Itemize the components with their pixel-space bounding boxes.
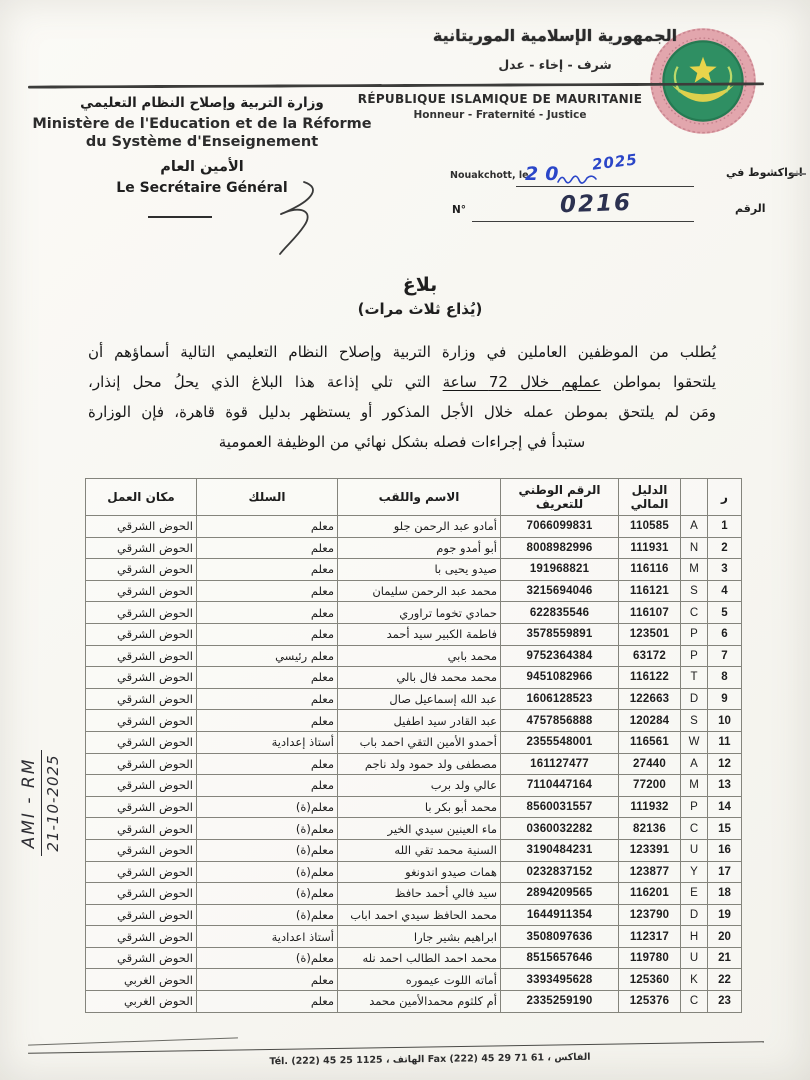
cell-financial-id: 123790 <box>619 904 681 926</box>
staff-table-body <box>86 516 742 1013</box>
handwritten-day: 20 <box>525 163 566 185</box>
cell-corps: معلم <box>197 667 338 689</box>
body-line-3: ومَن لم يلتحق بموطن عمله خلال الأجل المذكور أو يستظهر بدليل قوة قاهرة، فإن الوزارة <box>88 403 716 421</box>
cell-workplace: الحوض الشرقي <box>86 775 197 797</box>
cell-corps: معلم رئيسي <box>197 645 338 667</box>
cell-financial-id: 123501 <box>619 623 681 645</box>
cell-financial-id: 116121 <box>619 580 681 602</box>
cell-corps: معلم <box>197 969 338 991</box>
cell-financial-id: 82136 <box>619 818 681 840</box>
footer-rule-secondary <box>28 1037 238 1045</box>
cell-workplace: الحوض الشرقي <box>86 861 197 883</box>
cell-national-id: 191968821 <box>501 559 619 581</box>
signature-stroke-icon <box>252 178 338 256</box>
cell-name: فاطمة الكبير سيد أحمد <box>338 623 501 645</box>
header-financial-id: الدليل المالي <box>619 479 681 516</box>
cell-name: أماته اللوت عيموره <box>338 969 501 991</box>
cell-workplace: الحوض الشرقي <box>86 839 197 861</box>
cell-letter: S <box>681 580 708 602</box>
cell-letter: P <box>681 623 708 645</box>
cell-workplace: الحوض الشرقي <box>86 926 197 948</box>
cell-financial-id: 125376 <box>619 991 681 1013</box>
cell-workplace: الحوض الشرقي <box>86 753 197 775</box>
number-label-fr: N° <box>452 204 467 216</box>
cell-name: محمد احمد الطالب احمد نله <box>338 947 501 969</box>
cell-letter: C <box>681 991 708 1013</box>
cell-workplace: الحوض الشرقي <box>86 883 197 905</box>
cell-corps: معلم(ة) <box>197 883 338 905</box>
cell-name: همات صيدو اندونغو <box>338 861 501 883</box>
cell-n: 8 <box>708 667 742 689</box>
cell-workplace: الحوض الغربي <box>86 991 197 1013</box>
cell-letter: C <box>681 818 708 840</box>
cell-name: صيدو يحيى با <box>338 559 501 581</box>
cell-n: 9 <box>708 688 742 710</box>
table-row <box>86 969 742 991</box>
cell-n: 15 <box>708 818 742 840</box>
cell-national-id: 3578559891 <box>501 623 619 645</box>
cell-letter: W <box>681 731 708 753</box>
cell-national-id: 1644911354 <box>501 904 619 926</box>
table-row <box>86 667 742 689</box>
table-row <box>86 710 742 732</box>
cell-corps: معلم <box>197 623 338 645</box>
cell-financial-id: 125360 <box>619 969 681 991</box>
cell-n: 12 <box>708 753 742 775</box>
cell-letter: H <box>681 926 708 948</box>
header-name: الاسم واللقب <box>338 479 501 516</box>
body-line-2-post: التي تلي إذاعة هذا البلاغ الذي يحلُ محل إنذار، <box>88 373 443 391</box>
cell-name: عبد القادر سيد اطفيل <box>338 710 501 732</box>
communique-title: بلاغ <box>402 274 438 296</box>
cell-corps: معلم <box>197 991 338 1013</box>
cell-national-id: 7110447164 <box>501 775 619 797</box>
cell-corps: أستاذ إعدادية <box>197 731 338 753</box>
header-letter <box>681 479 708 516</box>
republic-title-arabic: الجمهورية الإسلامية الموريتانية <box>432 26 678 45</box>
cell-national-id: 2355548001 <box>501 731 619 753</box>
cell-corps: معلم(ة) <box>197 947 338 969</box>
cell-financial-id: 116201 <box>619 883 681 905</box>
cell-workplace: الحوض الشرقي <box>86 623 197 645</box>
cell-financial-id: 123391 <box>619 839 681 861</box>
body-line-2-underlined: عملهم خلال 72 ساعة <box>442 373 601 391</box>
cell-name: محمد الحافظ سيدي احمد اباب <box>338 904 501 926</box>
motto-french: Honneur - Fraternité - Justice <box>413 109 587 121</box>
cell-national-id: 8008982996 <box>501 537 619 559</box>
cell-letter: D <box>681 904 708 926</box>
cell-national-id: 3393495628 <box>501 969 619 991</box>
cell-financial-id: 120284 <box>619 710 681 732</box>
table-row <box>86 537 742 559</box>
cell-letter: M <box>681 775 708 797</box>
cell-national-id: 1606128523 <box>501 688 619 710</box>
cell-national-id: 9752364384 <box>501 645 619 667</box>
communique-subtitle: (يُذاع ثلاث مرات) <box>357 300 483 318</box>
table-row <box>86 947 742 969</box>
table-row <box>86 926 742 948</box>
secretary-underline <box>148 216 212 218</box>
cell-national-id: 2894209565 <box>501 883 619 905</box>
cell-n: 13 <box>708 775 742 797</box>
cell-workplace: الحوض الشرقي <box>86 559 197 581</box>
cell-financial-id: 116561 <box>619 731 681 753</box>
cell-name: محمد محمد فال بالي <box>338 667 501 689</box>
body-line-4: ستبدأ في إجراءات فصله بشكل نهائي من الوظيفة العمومية <box>218 433 586 451</box>
cell-financial-id: 110585 <box>619 516 681 538</box>
number-label-ar: الرقم <box>735 202 766 215</box>
cell-name: ابراهيم بشير جارا <box>338 926 501 948</box>
cell-financial-id: 116107 <box>619 602 681 624</box>
cell-n: 18 <box>708 883 742 905</box>
cell-name: محمد بابي <box>338 645 501 667</box>
cell-financial-id: 116116 <box>619 559 681 581</box>
cell-national-id: 7066099831 <box>501 516 619 538</box>
cell-corps: معلم <box>197 688 338 710</box>
table-row <box>86 904 742 926</box>
cell-name: أبو أمدو جوم <box>338 537 501 559</box>
cell-n: 14 <box>708 796 742 818</box>
handwritten-document-number: 0216 <box>559 189 633 219</box>
cell-letter: P <box>681 796 708 818</box>
cell-letter: T <box>681 667 708 689</box>
table-row <box>86 731 742 753</box>
cell-n: 22 <box>708 969 742 991</box>
cell-name: سيد فالي أحمد حافظ <box>338 883 501 905</box>
table-row <box>86 645 742 667</box>
cell-workplace: الحوض الشرقي <box>86 602 197 624</box>
cell-corps: معلم <box>197 602 338 624</box>
cell-workplace: الحوض الشرقي <box>86 947 197 969</box>
cell-financial-id: 123877 <box>619 861 681 883</box>
margin-note-line2: 21-10-2025 <box>44 754 62 852</box>
cell-name: أم كلثوم محمدالأمين محمد <box>338 991 501 1013</box>
table-row <box>86 516 742 538</box>
cell-n: 2 <box>708 537 742 559</box>
cell-name: حمادي تخوما تراوري <box>338 602 501 624</box>
cell-letter: N <box>681 537 708 559</box>
cell-name: أحمدو الأمين التقي احمد باب <box>338 731 501 753</box>
cell-corps: معلم <box>197 559 338 581</box>
cell-letter: A <box>681 516 708 538</box>
cell-n: 10 <box>708 710 742 732</box>
body-line-1: يُطلب من الموظفين العاملين في وزارة التربية وإصلاح النظام التعليمي التالية أسماؤهم أن <box>88 343 716 361</box>
cell-workplace: الحوض الشرقي <box>86 645 197 667</box>
cell-financial-id: 119780 <box>619 947 681 969</box>
secretary-general-french: Le Secrétaire Général <box>116 180 288 196</box>
cell-national-id: 3215694046 <box>501 580 619 602</box>
cell-financial-id: 63172 <box>619 645 681 667</box>
cell-n: 5 <box>708 602 742 624</box>
cell-corps: معلم <box>197 753 338 775</box>
cell-letter: C <box>681 602 708 624</box>
cell-financial-id: 77200 <box>619 775 681 797</box>
cell-corps: معلم(ة) <box>197 796 338 818</box>
ministry-name-french-line1: Ministère de l'Education et de la Réforme <box>32 116 372 132</box>
cell-corps: معلم <box>197 580 338 602</box>
cell-name: عالي ولد برب <box>338 775 501 797</box>
cell-workplace: الحوض الشرقي <box>86 904 197 926</box>
handwritten-month-scribble <box>556 170 598 184</box>
cell-national-id: 161127477 <box>501 753 619 775</box>
cell-corps: معلم <box>197 537 338 559</box>
table-row <box>86 818 742 840</box>
ministry-name-french-line2: du Système d'Enseignement <box>85 134 319 150</box>
table-row <box>86 991 742 1013</box>
cell-letter: Y <box>681 861 708 883</box>
cell-corps: معلم <box>197 516 338 538</box>
table-row <box>86 796 742 818</box>
cell-letter: D <box>681 688 708 710</box>
cell-name: محمد أبو بكر با <box>338 796 501 818</box>
cell-corps: معلم(ة) <box>197 839 338 861</box>
margin-note-line1: AMI - RM <box>19 750 42 857</box>
cell-name: محمد عبد الرحمن سليمان <box>338 580 501 602</box>
cell-name: عبد الله إسماعيل صال <box>338 688 501 710</box>
place-date-label-fr: Nouakchott, le <box>450 170 529 181</box>
table-row <box>86 623 742 645</box>
cell-corps: معلم <box>197 710 338 732</box>
cell-workplace: الحوض الشرقي <box>86 710 197 732</box>
cell-financial-id: 27440 <box>619 753 681 775</box>
cell-national-id: 2335259190 <box>501 991 619 1013</box>
cell-workplace: الحوض الشرقي <box>86 688 197 710</box>
communique-body <box>88 337 716 457</box>
scan-artifact <box>792 173 806 175</box>
handwritten-year: 2025 <box>591 150 639 174</box>
ministry-name-arabic: وزارة التربية وإصلاح النظام التعليمي <box>80 95 324 111</box>
table-row <box>86 883 742 905</box>
table-row <box>86 775 742 797</box>
cell-corps: معلم(ة) <box>197 861 338 883</box>
cell-letter: P <box>681 645 708 667</box>
cell-workplace: الحوض الغربي <box>86 969 197 991</box>
number-fill-line <box>472 221 694 222</box>
header-national-id: الرقم الوطني للتعريف <box>501 479 619 516</box>
cell-national-id: 0232837152 <box>501 861 619 883</box>
cell-national-id: 9451082966 <box>501 667 619 689</box>
cell-n: 6 <box>708 623 742 645</box>
cell-letter: A <box>681 753 708 775</box>
signature <box>252 178 338 256</box>
cell-national-id: 622835546 <box>501 602 619 624</box>
cell-financial-id: 112317 <box>619 926 681 948</box>
cell-financial-id: 111932 <box>619 796 681 818</box>
body-line-2 <box>88 367 716 397</box>
header-corps: السلك <box>197 479 338 516</box>
table-row <box>86 602 742 624</box>
cell-workplace: الحوض الشرقي <box>86 537 197 559</box>
cell-n: 17 <box>708 861 742 883</box>
cell-corps: معلم(ة) <box>197 818 338 840</box>
header-workplace: مكان العمل <box>86 479 197 516</box>
cell-corps: أستاذ اعدادية <box>197 926 338 948</box>
cell-letter: U <box>681 839 708 861</box>
table-row <box>86 559 742 581</box>
cell-workplace: الحوض الشرقي <box>86 731 197 753</box>
cell-national-id: 3190484231 <box>501 839 619 861</box>
footer-contact: Tél. (222) 45 25 1125 ، الهاتف Fax (222) 45 29 71 61 ، الفاكس <box>269 1051 591 1068</box>
cell-n: 21 <box>708 947 742 969</box>
table-row <box>86 580 742 602</box>
place-date-label-ar: انواكشوط في <box>726 166 803 179</box>
cell-workplace: الحوض الشرقي <box>86 796 197 818</box>
cell-national-id: 8560031557 <box>501 796 619 818</box>
motto-arabic: شرف - إخاء - عدل <box>498 57 612 72</box>
cell-financial-id: 116122 <box>619 667 681 689</box>
table-row <box>86 753 742 775</box>
cell-n: 19 <box>708 904 742 926</box>
cell-n: 11 <box>708 731 742 753</box>
cell-n: 16 <box>708 839 742 861</box>
cell-corps: معلم(ة) <box>197 904 338 926</box>
cell-workplace: الحوض الشرقي <box>86 667 197 689</box>
cell-name: السنية محمد تقي الله <box>338 839 501 861</box>
cell-national-id: 3508097636 <box>501 926 619 948</box>
cell-n: 1 <box>708 516 742 538</box>
margin-handwritten-note <box>19 691 81 915</box>
cell-n: 20 <box>708 926 742 948</box>
body-line-2-pre: يلتحقوا بمواطن <box>600 373 716 391</box>
republic-title-french: RÉPUBLIQUE ISLAMIQUE DE MAURITANIE <box>357 92 643 106</box>
table-row <box>86 839 742 861</box>
header-number: ر <box>708 479 742 516</box>
cell-n: 23 <box>708 991 742 1013</box>
cell-national-id: 8515657646 <box>501 947 619 969</box>
cell-name: مصطفى ولد حمود ولد ناجم <box>338 753 501 775</box>
table-row <box>86 688 742 710</box>
cell-financial-id: 111931 <box>619 537 681 559</box>
cell-workplace: الحوض الشرقي <box>86 516 197 538</box>
table-row <box>86 861 742 883</box>
cell-name: ماء العينين سيدي الخير <box>338 818 501 840</box>
date-fill-line <box>516 186 694 187</box>
cell-workplace: الحوض الشرقي <box>86 818 197 840</box>
cell-n: 4 <box>708 580 742 602</box>
cell-national-id: 4757856888 <box>501 710 619 732</box>
cell-national-id: 0360032282 <box>501 818 619 840</box>
cell-corps: معلم <box>197 775 338 797</box>
cell-name: أمادو عبد الرحمن جلو <box>338 516 501 538</box>
cell-letter: E <box>681 883 708 905</box>
secretary-general-arabic: الأمين العام <box>160 159 244 175</box>
cell-letter: K <box>681 969 708 991</box>
table-header-row <box>86 479 742 516</box>
cell-letter: U <box>681 947 708 969</box>
cell-n: 3 <box>708 559 742 581</box>
cell-letter: S <box>681 710 708 732</box>
cell-letter: M <box>681 559 708 581</box>
staff-table <box>85 478 742 1013</box>
cell-workplace: الحوض الشرقي <box>86 580 197 602</box>
cell-n: 7 <box>708 645 742 667</box>
cell-financial-id: 122663 <box>619 688 681 710</box>
